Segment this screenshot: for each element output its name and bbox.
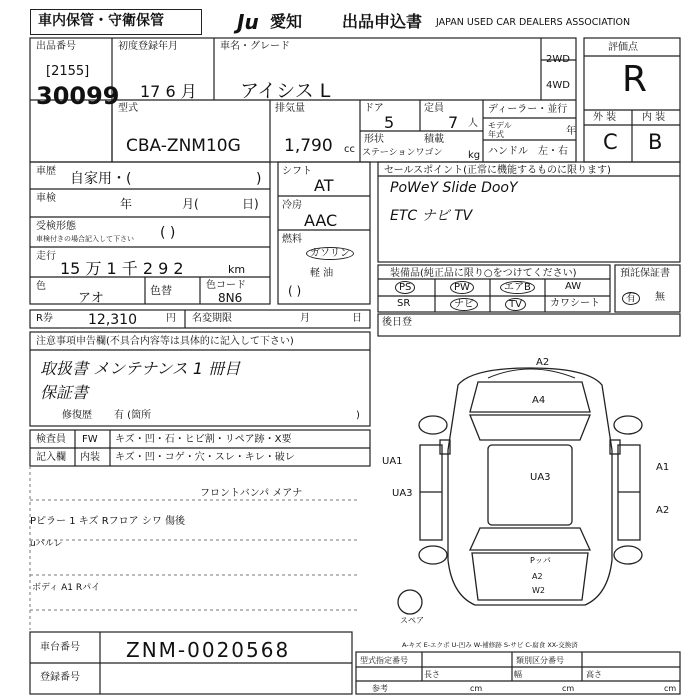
voucher-value: 12,310 bbox=[88, 312, 137, 328]
lot-label: 出品番号 bbox=[36, 41, 76, 52]
diag-front-a2: A2 bbox=[536, 357, 550, 368]
inspection-label: 車検 bbox=[36, 193, 56, 204]
equip-aw: AW bbox=[565, 281, 582, 292]
mileage-label: 走行 bbox=[36, 251, 56, 262]
recycle-yes: 有 bbox=[622, 292, 640, 305]
diag-center-ua3: UA3 bbox=[530, 472, 551, 483]
model-year-unit: 年 bbox=[566, 126, 576, 137]
aircon-label: 冷房 bbox=[282, 200, 302, 211]
diag-right-a2: A2 bbox=[656, 505, 670, 516]
inspector-label2: 記入欄 bbox=[36, 452, 66, 463]
inspection-day: 日) bbox=[242, 197, 259, 211]
receipt-paren: ( ) bbox=[160, 225, 176, 241]
color-code-label: 色コード bbox=[206, 280, 246, 291]
history-label: 車歴 bbox=[36, 166, 56, 177]
fuel-gas: ガソリン bbox=[306, 247, 354, 260]
model-code-label: 型式 bbox=[118, 103, 138, 114]
shift-value: AT bbox=[314, 176, 334, 195]
equip-ps: PS bbox=[395, 281, 415, 294]
handle-value: 左・右 bbox=[538, 146, 568, 157]
dims-ref: 参考 bbox=[372, 684, 388, 693]
voucher-unit: 円 bbox=[166, 313, 176, 324]
color-value: アオ bbox=[78, 291, 104, 306]
color-label: 色 bbox=[36, 281, 46, 292]
exterior-label: 外 装 bbox=[593, 112, 617, 123]
dims-height-unit: cm bbox=[664, 684, 677, 693]
grade-value: R bbox=[622, 59, 648, 100]
dealer-label: ディーラー・並行 bbox=[488, 104, 568, 115]
interior-label: 内 装 bbox=[642, 112, 666, 123]
diag-rear-a2: A2 bbox=[532, 572, 543, 581]
inspector-row2-label: 内装 bbox=[80, 452, 100, 463]
model-name-label: 車名・グレード bbox=[220, 41, 290, 52]
name-change-day: 日 bbox=[352, 313, 362, 324]
repair-label: 修復歴 bbox=[62, 410, 92, 421]
shape-label: 形状 bbox=[364, 134, 384, 145]
model-name-value: アイシス L bbox=[240, 80, 331, 102]
registration-label: 登録番号 bbox=[40, 672, 80, 683]
dims-length: 長さ bbox=[424, 670, 440, 679]
drive-4wd: 4WD bbox=[546, 80, 570, 91]
receipt-label: 受検形態 bbox=[36, 221, 76, 232]
inspector-row2: キズ・凹・コゲ・穴・スレ・キレ・破レ bbox=[115, 452, 295, 463]
inspector-note4: ボディ A1 Rパイ bbox=[32, 583, 101, 593]
doors-label: ドア bbox=[364, 103, 384, 114]
storage-label: 車内保管・守衛保管 bbox=[38, 13, 164, 29]
selling-points-line2: ETC ナビ TV bbox=[390, 208, 473, 224]
mileage-unit: km bbox=[228, 263, 246, 276]
equip-sr: SR bbox=[397, 298, 411, 309]
lot-sub-number: [2155] bbox=[46, 64, 90, 79]
model-no-label: 型式指定番号 bbox=[360, 656, 408, 665]
org-name: 愛知 bbox=[270, 12, 303, 31]
equip-pw: PW bbox=[450, 281, 474, 294]
inspector-row1-label: FW bbox=[82, 434, 98, 445]
history-close: ) bbox=[256, 171, 262, 187]
chassis-value: ZNM-0020568 bbox=[126, 638, 291, 662]
first-reg-label: 初度登録年月 bbox=[118, 41, 178, 52]
equip-tv: TV bbox=[505, 298, 526, 311]
dims-width-unit: cm bbox=[562, 684, 575, 693]
notes-label: 注意事項申告欄(不具合内容等は具体的に記入して下さい) bbox=[36, 336, 294, 347]
handle-label: ハンドル bbox=[488, 146, 528, 157]
load-unit: kg bbox=[468, 150, 481, 161]
load-label: 積載 bbox=[424, 134, 444, 145]
dims-height: 高さ bbox=[586, 670, 602, 679]
diag-rear-w2: W2 bbox=[532, 586, 545, 595]
doors-value: 5 bbox=[384, 113, 395, 132]
voucher-label: R券 bbox=[36, 313, 53, 324]
inspector-note3: uパルレ bbox=[30, 539, 63, 549]
dims-width: 幅 bbox=[514, 670, 522, 679]
equip-airbag: エアB bbox=[500, 281, 535, 294]
ju-logo: Ju bbox=[237, 10, 259, 34]
selling-points-line1: PoWeY Slide DooY bbox=[390, 180, 518, 196]
drive-2wd: 2WD bbox=[546, 54, 570, 65]
shape-value: ステーションワゴン bbox=[362, 148, 443, 158]
repair-close: ) bbox=[356, 410, 360, 421]
chassis-label: 車台番号 bbox=[40, 642, 80, 653]
diag-left-ua3: UA3 bbox=[392, 488, 413, 499]
car-diagram bbox=[398, 368, 642, 614]
first-reg-value: 17 6 月 bbox=[140, 82, 197, 101]
fuel-diesel: 軽 油 bbox=[310, 268, 334, 279]
model-year-label: モデル 年式 bbox=[488, 121, 512, 139]
shift-label: シフト bbox=[282, 166, 312, 177]
recycle-no: 無 bbox=[655, 292, 665, 303]
diag-right-a1: A1 bbox=[656, 462, 670, 473]
rear-reg-label: 後日登 bbox=[382, 317, 412, 328]
dims-length-unit: cm bbox=[470, 684, 483, 693]
inspector-row1: キズ・凹・石・ヒビ割・リペア跡・X要 bbox=[115, 434, 292, 445]
grade-label: 評価点 bbox=[608, 42, 638, 53]
class-no-label: 類別区分番号 bbox=[516, 656, 564, 665]
diagram-legend: A-キズ E-エクボ U-凹み W-補修跡 S-サビ C-腐食 XX-交換済 bbox=[402, 641, 578, 649]
capacity-unit: 人 bbox=[468, 118, 478, 129]
history-value: 自家用・( bbox=[70, 171, 132, 187]
recycle-label: 預託保証書 bbox=[620, 268, 670, 279]
interior-grade: B bbox=[648, 130, 663, 154]
capacity-value: 7 bbox=[448, 113, 459, 132]
mileage-value: 15 万 1 千 2 9 2 bbox=[60, 259, 184, 278]
notes-handwritten1: 取扱書 メンテナンス 1 冊目 bbox=[40, 359, 241, 378]
lot-number: 30099 bbox=[36, 82, 120, 110]
model-code-value: CBA-ZNM10G bbox=[126, 136, 241, 156]
selling-points-label: セールスポイント(正常に機能するものに限ります) bbox=[384, 165, 611, 176]
fuel-paren: ( ) bbox=[288, 284, 302, 298]
exterior-grade: C bbox=[603, 130, 618, 154]
aircon-value: AAC bbox=[304, 211, 338, 230]
diag-left-ua1: UA1 bbox=[382, 456, 403, 467]
fuel-label: 燃料 bbox=[282, 234, 302, 245]
diag-spare: スペア bbox=[400, 616, 424, 625]
name-change-month: 月 bbox=[300, 313, 310, 324]
displacement-label: 排気量 bbox=[275, 103, 305, 114]
association-name: JAPAN USED CAR DEALERS ASSOCIATION bbox=[436, 17, 631, 28]
diag-rear-p: Pッパ bbox=[530, 556, 551, 565]
displacement-value: 1,790 bbox=[284, 136, 333, 156]
repair-value: 有 (箇所 bbox=[114, 410, 152, 421]
color-code-value: 8N6 bbox=[218, 291, 243, 305]
inspection-year: 年 bbox=[120, 197, 133, 211]
name-change-label: 名変期限 bbox=[192, 313, 232, 324]
capacity-label: 定員 bbox=[424, 103, 444, 114]
receipt-sub: 車検付きの場合記入して下さい bbox=[36, 235, 134, 243]
inspector-note2: Pピラー 1 キズ Rフロア シワ 傷後 bbox=[30, 516, 186, 527]
inspection-month: 月( bbox=[182, 197, 199, 211]
displacement-unit: cc bbox=[344, 144, 355, 155]
equipment-label: 装備品(純正品に限り○をつけてください) bbox=[390, 268, 577, 279]
inspector-note1: フロントバンパ メアナ bbox=[200, 488, 303, 499]
equip-kawa: カワシート bbox=[550, 298, 600, 309]
notes-handwritten2: 保証書 bbox=[40, 383, 89, 402]
equip-navi: ナビ bbox=[450, 298, 478, 311]
form-title: 出品申込書 bbox=[342, 12, 423, 31]
color-change-label: 色替 bbox=[150, 284, 172, 297]
diag-hood-a4: A4 bbox=[532, 395, 546, 406]
inspector-label1: 検査員 bbox=[36, 434, 66, 445]
